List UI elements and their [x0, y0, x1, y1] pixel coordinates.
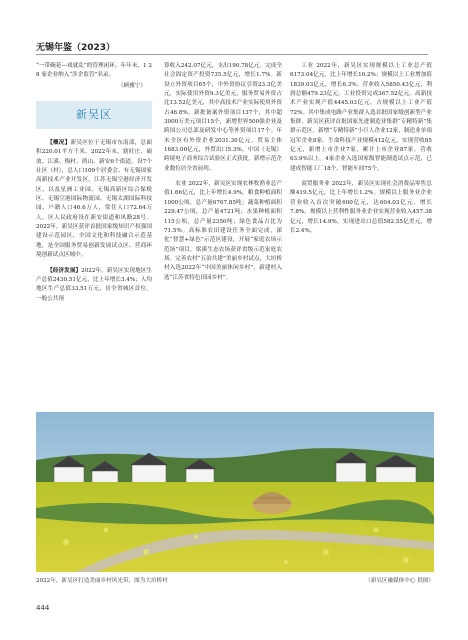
economy-paragraph	[36, 267, 152, 304]
industry-paragraph: 工业 2022年，新吴区实现规模以上工业总产值6173.04亿元，比上年增长10.2%；规模以上工业增加值1839.03亿元，增长6.3%；营业收入5850.43亿元，利润总额479.23亿元。工业投资完成367.52亿元。高新技术产业实现产值4445.03亿元，占规模以上工业产值72%。其中集成电路产业集群入选首批国家级创新型产业集群，新吴区获评首批国家先进制造业集群“专精特新”集群示范区。新增“专精特新”小巨人企业12家，制造业单项冠军企业8家。生命科技产业规模412亿元，实现营收85亿元，新增上市企业7家，累计上市企业87家，营收63.9%以上。4家企业入选国家级智能制造试点示范，已建成智能工厂18个、智能车间75个。	[290, 63, 432, 172]
economy-text: 2022年，新吴区实现地区生产总值2430.51亿元，比上年增长3.4%；人均地区生产总值33.51万元，居全省城区首位。一般公共预	[36, 267, 152, 302]
overview-tag: 【概况】	[47, 140, 71, 147]
column-2	[164, 62, 282, 283]
intro-signature: （顾雅宁）	[118, 82, 146, 89]
village-landscape-photo	[36, 412, 434, 572]
photo-illustration	[36, 412, 434, 572]
header-rule	[36, 54, 428, 55]
overview-paragraph	[36, 139, 152, 260]
caption-credit: （新吴区融媒体中心 供图）	[365, 578, 434, 584]
agriculture-paragraph: 农业 2022年，新吴区实现农林牧渔业总产值1.66亿元，比上年增长4.9%。粮食种植面积1000公顷，总产量6767.85吨；蔬菜种植面积229.47公顷，总产量4721吨；水果种植面积115公顷，总产量2350吨；绿色食品占比为71.5%。高标准农田建设任务全面完成，深化“智慧+绿色”示范区建设，开展“家庭农场示范场”项目，梁溪生态农场获评省级示范家庭农场。完善农村“五治共建”美丽乡村试点，大坊桥村入选2022年“中国美丽休闲乡村”，新建村入选“江苏省特色田园乡村”。	[164, 181, 282, 281]
yearbook-running-title: 无锡年鉴（2023）	[36, 43, 116, 53]
col2-paragraph-1: 算收入242.07亿元，支出190.78亿元。完成全社会固定资产投资735.5亿元，增长1.7%。新设立外资项目65个，中外资协议引资23.3亿美元，实际使用外资9.3亿美元，服务贸易外资占比13.52亿美元，其中高技术产业实际使用外资占46.8%。新批备案外资项目137个，其中超3000万美元项目15个，新增世界500强企业及跨国公司总部及研发中心等外资项目17个。年末全区有外资企业2031.30亿元，贸易主体1683.00亿元，外贸出口5.3%。中国（无锡）跨境电子商务综合试验区正式获批，新增示范企业数位居全省前列。	[164, 63, 282, 172]
overview-text: 新吴区位于无锡市东南部，总面积220.01平方千米，2022年末，辖旺庄、硕放、江溪、梅村、鸿山、新安6个街道，设7个社区（村），总人口109个居委会、有无锡国家高新技术产业开发区，江苏无锡空港经济开发区，以及星洲工业园、无锡高新区综合保税区、无锡空港国际物流园、无锡太湖国际科技园，户籍人口46.6万人，常住人口72.64万人。区人民政府设在新安街道和风路28号。2022年，新吴区获评首批国家级知识产权强国建设示范园区，全国文化和科技融合示范基地，是全国服务贸易创新发展试点区、营商环境创新试点区域中。	[36, 140, 152, 259]
commerce-paragraph: 商贸服务业 2022年，新吴区实现社会消费品零售总额419.5亿元，比上年增长1.2%。规模以上服务业企业营业收入首次突破600亿元，达604.03亿元，增长7.8%。规模以上营利性服务业企业实现营业收入457.38亿元，增长14.9%。实现进出口总值582.55亿美元，增长2.4%。	[290, 181, 432, 234]
caption-description: 2022年，新吴区打造美丽乡村风光带，图为大坊桥村	[36, 578, 168, 584]
column-3	[290, 62, 432, 236]
section-title-xinwu: 新吴区	[36, 101, 152, 129]
economy-tag: 【经济发展】	[47, 267, 82, 274]
photo-caption	[36, 576, 434, 584]
intro-paragraph: “一带碗花—戏就乱”的管理闭环。年年末，1 2 8 家企业纳入“涉企监管”名录。	[36, 63, 152, 79]
page-number: 444	[36, 604, 50, 612]
column-1	[36, 62, 152, 304]
